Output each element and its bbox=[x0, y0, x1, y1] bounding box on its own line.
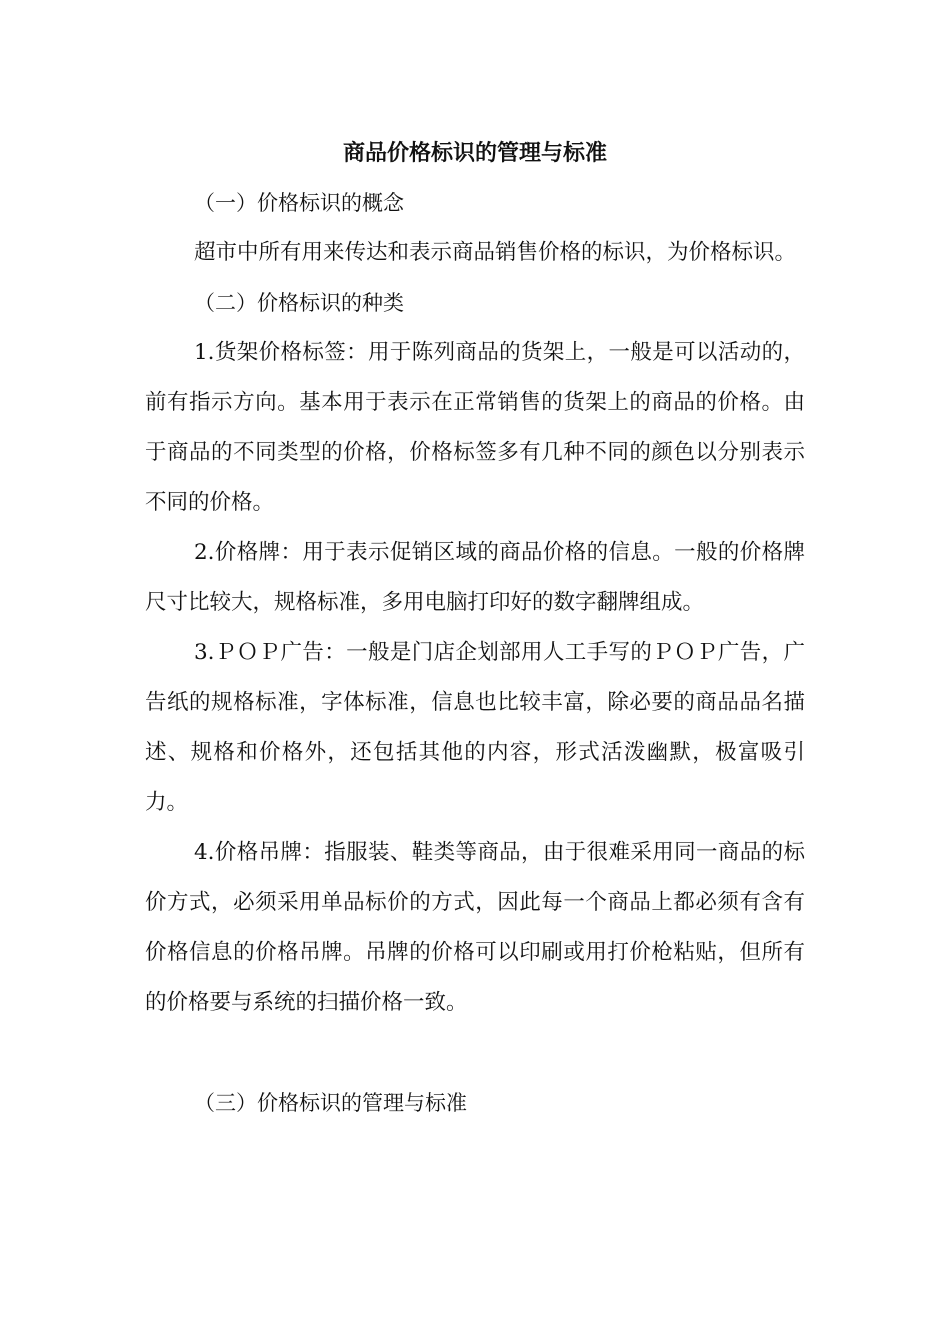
paragraph: 超市中所有用来传达和表示商品销售价格的标识，为价格标识。 bbox=[194, 240, 797, 265]
section-heading: （二）价格标识的种类 bbox=[194, 291, 404, 315]
section-management bbox=[145, 1078, 805, 1128]
document-body bbox=[145, 128, 805, 1128]
paragraph-hang-tag: 4.价格吊牌：指服装、鞋类等商品，由于很难采用同一商品的标价方式，必须采用单品标价的方式，因此每一个商品上都必须有含有价格信息的价格吊牌。吊牌的价格可以印刷或用打价枪粘贴，但所有的价格要与系统的扫描价格一致。 bbox=[145, 840, 805, 1015]
section-heading: （一）价格标识的概念 bbox=[194, 191, 404, 215]
section-heading: （三）价格标识的管理与标准 bbox=[194, 1091, 467, 1115]
paragraph-shelf-price-tag: 1.货架价格标签：用于陈列商品的货架上，一般是可以活动的，前有指示方向。基本用于表示在正常销售的货架上的商品的价格。由于商品的不同类型的价格，价格标签多有几种不同的颜色以分别表示不同的价格。 bbox=[145, 340, 805, 515]
paragraph-price-board: 2.价格牌：用于表示促销区域的商品价格的信息。一般的价格牌尺寸比较大，规格标准，多用电脑打印好的数字翻牌组成。 bbox=[145, 540, 805, 615]
section-types bbox=[145, 278, 805, 1028]
paragraph-pop-advert: 3.ＰＯＰ广告：一般是门店企划部用人工手写的ＰＯＰ广告，广告纸的规格标准，字体标准，信息也比较丰富，除必要的商品品名描述、规格和价格外，还包括其他的内容，形式活泼幽默，极富吸引力。 bbox=[145, 640, 805, 815]
section-concept bbox=[145, 178, 805, 278]
document-title: 商品价格标识的管理与标准 bbox=[342, 140, 607, 166]
blank-line bbox=[145, 1028, 805, 1078]
